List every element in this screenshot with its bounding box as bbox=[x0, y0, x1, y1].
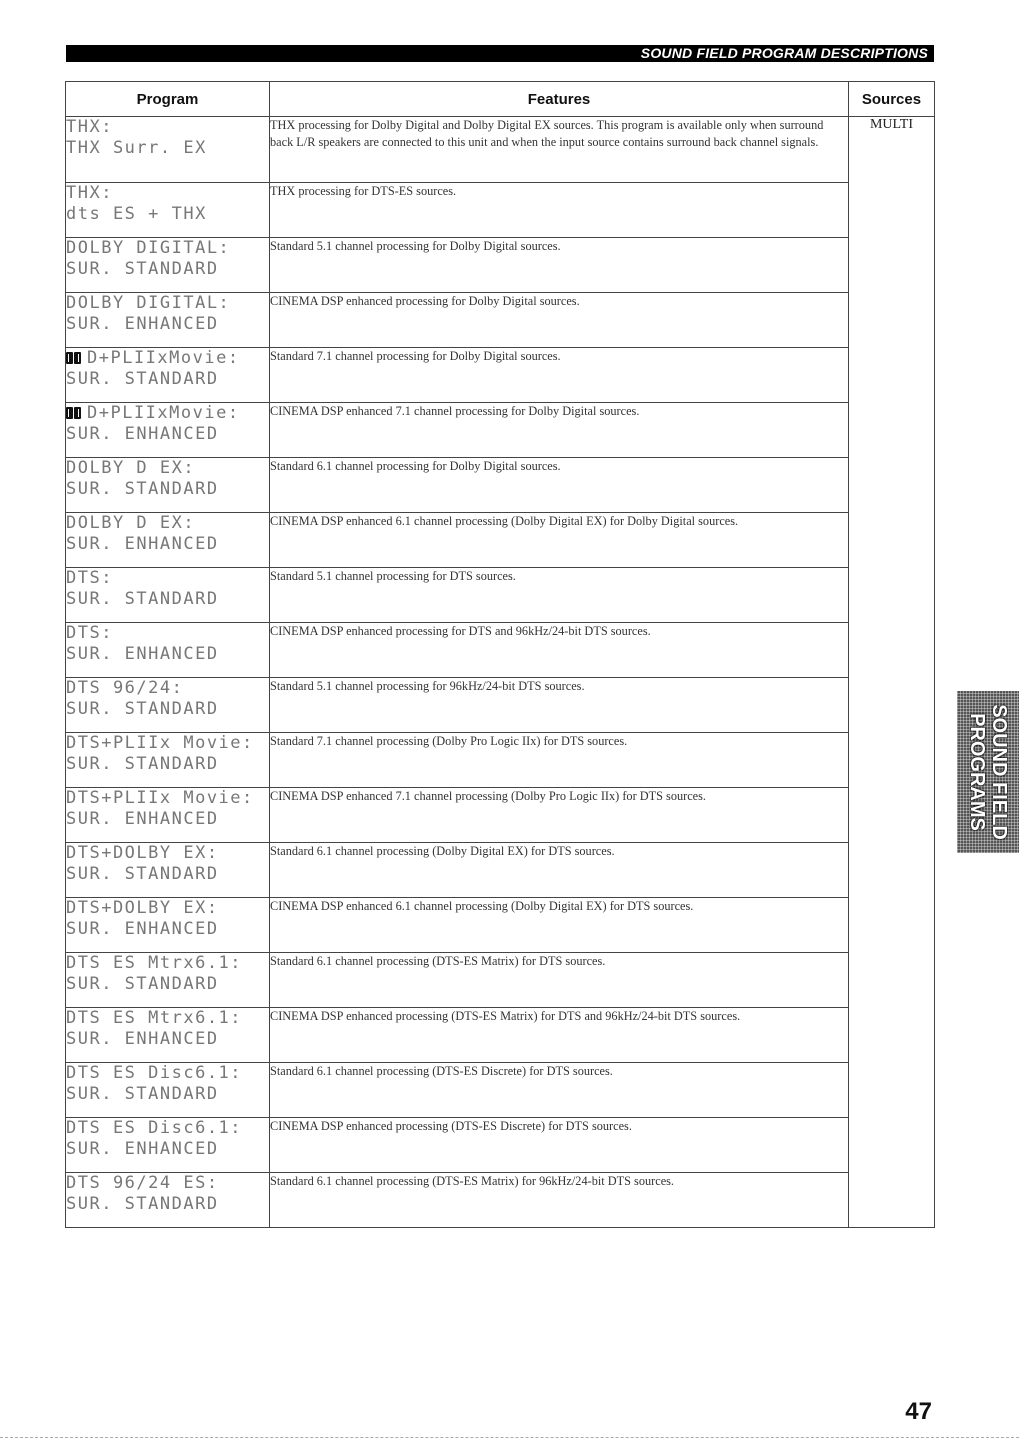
side-tab-sound-field-programs bbox=[957, 691, 1019, 853]
program-name bbox=[66, 678, 269, 699]
table-row bbox=[66, 1118, 935, 1173]
feature-description: Standard 7.1 channel processing (Dolby Pro Logic IIx) for DTS sources. bbox=[270, 733, 849, 788]
program-cell bbox=[66, 348, 270, 403]
program-name bbox=[66, 183, 269, 204]
program-mode: SUR. STANDARD bbox=[66, 369, 219, 389]
feature-description: THX processing for Dolby Digital and Dolby Digital EX sources. This program is available only when surround back L/R speakers are connected to this unit and when the input source contains surround back channel signals. bbox=[270, 117, 849, 183]
sources-value: MULTI bbox=[849, 117, 935, 1228]
program-name-text: DTS+PLIIx Movie: bbox=[66, 788, 254, 808]
page-number: 47 bbox=[905, 1398, 932, 1425]
feature-description: Standard 5.1 channel processing for Dolby Digital sources. bbox=[270, 238, 849, 293]
program-mode: SUR. STANDARD bbox=[66, 754, 219, 774]
feature-description: CINEMA DSP enhanced 6.1 channel processing (Dolby Digital EX) for DTS sources. bbox=[270, 898, 849, 953]
program-cell bbox=[66, 898, 270, 953]
column-header-sources: Sources bbox=[849, 82, 935, 117]
feature-description: Standard 7.1 channel processing for Dolby Digital sources. bbox=[270, 348, 849, 403]
table-row bbox=[66, 568, 935, 623]
section-header-bar bbox=[66, 45, 934, 62]
feature-description: Standard 6.1 channel processing for Dolby Digital sources. bbox=[270, 458, 849, 513]
dolby-pl-icon bbox=[66, 349, 83, 361]
program-name bbox=[66, 513, 269, 534]
program-name-text: DTS ES Mtrx6.1: bbox=[66, 953, 243, 973]
program-name bbox=[66, 1118, 269, 1139]
program-mode: SUR. ENHANCED bbox=[66, 314, 219, 334]
program-name bbox=[66, 623, 269, 644]
program-mode: SUR. STANDARD bbox=[66, 1194, 219, 1214]
feature-description: CINEMA DSP enhanced processing (DTS-ES Discrete) for DTS sources. bbox=[270, 1118, 849, 1173]
program-name bbox=[66, 1173, 269, 1194]
table-body bbox=[66, 117, 935, 1228]
program-mode: SUR. STANDARD bbox=[66, 479, 219, 499]
program-cell bbox=[66, 568, 270, 623]
program-name-text: D+PLIIxMovie: bbox=[87, 403, 240, 423]
program-mode: SUR. ENHANCED bbox=[66, 534, 219, 554]
program-name bbox=[66, 788, 269, 809]
program-name-text: THX: bbox=[66, 183, 113, 203]
program-cell bbox=[66, 843, 270, 898]
table-row bbox=[66, 117, 935, 183]
column-header-features: Features bbox=[270, 82, 849, 117]
feature-description: Standard 5.1 channel processing for DTS sources. bbox=[270, 568, 849, 623]
table-row bbox=[66, 623, 935, 678]
program-cell bbox=[66, 678, 270, 733]
program-name-text: DTS+PLIIx Movie: bbox=[66, 733, 254, 753]
program-mode: SUR. ENHANCED bbox=[66, 644, 219, 664]
table-row bbox=[66, 1063, 935, 1118]
program-name-text: DTS ES Disc6.1: bbox=[66, 1118, 243, 1138]
program-cell bbox=[66, 293, 270, 348]
program-name bbox=[66, 1063, 269, 1084]
program-cell bbox=[66, 788, 270, 843]
program-name-text: DTS+DOLBY EX: bbox=[66, 898, 219, 918]
feature-description: CINEMA DSP enhanced processing for DTS and 96kHz/24-bit DTS sources. bbox=[270, 623, 849, 678]
program-cell bbox=[66, 953, 270, 1008]
table-header-row bbox=[66, 82, 935, 117]
feature-description: THX processing for DTS-ES sources. bbox=[270, 183, 849, 238]
program-mode: SUR. ENHANCED bbox=[66, 809, 219, 829]
program-mode: SUR. ENHANCED bbox=[66, 1139, 219, 1159]
table-row bbox=[66, 678, 935, 733]
table-row bbox=[66, 293, 935, 348]
program-cell bbox=[66, 733, 270, 788]
program-cell bbox=[66, 1008, 270, 1063]
table-row bbox=[66, 953, 935, 1008]
program-name-text: DOLBY DIGITAL: bbox=[66, 238, 231, 258]
table-row bbox=[66, 898, 935, 953]
program-cell bbox=[66, 1173, 270, 1228]
program-mode: THX Surr. EX bbox=[66, 138, 207, 158]
section-title: SOUND FIELD PROGRAM DESCRIPTIONS bbox=[640, 45, 928, 61]
table-row bbox=[66, 733, 935, 788]
feature-description: Standard 6.1 channel processing (DTS-ES Matrix) for DTS sources. bbox=[270, 953, 849, 1008]
program-table bbox=[65, 81, 935, 1228]
feature-description: CINEMA DSP enhanced processing for Dolby Digital sources. bbox=[270, 293, 849, 348]
table-row bbox=[66, 1173, 935, 1228]
program-cell bbox=[66, 183, 270, 238]
program-name bbox=[66, 293, 269, 314]
program-name bbox=[66, 117, 269, 138]
program-mode: SUR. ENHANCED bbox=[66, 919, 219, 939]
program-mode: SUR. STANDARD bbox=[66, 974, 219, 994]
program-mode: SUR. STANDARD bbox=[66, 589, 219, 609]
program-name-text: DTS 96/24: bbox=[66, 678, 184, 698]
program-name bbox=[66, 843, 269, 864]
side-tab-label bbox=[966, 704, 1010, 840]
program-name bbox=[66, 348, 269, 369]
program-name bbox=[66, 1008, 269, 1029]
program-cell bbox=[66, 117, 270, 183]
program-name-text: THX: bbox=[66, 117, 113, 137]
bottom-divider bbox=[0, 1437, 1019, 1438]
side-tab-line1: SOUND FIELD bbox=[988, 704, 1010, 840]
program-name bbox=[66, 568, 269, 589]
program-name-text: DTS: bbox=[66, 623, 113, 643]
program-mode: SUR. ENHANCED bbox=[66, 424, 219, 444]
table-row bbox=[66, 403, 935, 458]
program-name-text: DTS 96/24 ES: bbox=[66, 1173, 219, 1193]
program-name-text: D+PLIIxMovie: bbox=[87, 348, 240, 368]
feature-description: Standard 6.1 channel processing (DTS-ES Discrete) for DTS sources. bbox=[270, 1063, 849, 1118]
table-row bbox=[66, 183, 935, 238]
feature-description: Standard 6.1 channel processing (Dolby Digital EX) for DTS sources. bbox=[270, 843, 849, 898]
program-mode: SUR. STANDARD bbox=[66, 864, 219, 884]
program-mode: SUR. STANDARD bbox=[66, 259, 219, 279]
program-mode: SUR. STANDARD bbox=[66, 699, 219, 719]
program-cell bbox=[66, 403, 270, 458]
program-name-text: DOLBY D EX: bbox=[66, 513, 196, 533]
program-cell bbox=[66, 1063, 270, 1118]
table-row bbox=[66, 458, 935, 513]
table-row bbox=[66, 843, 935, 898]
table-row bbox=[66, 348, 935, 403]
program-name-text: DTS: bbox=[66, 568, 113, 588]
program-mode: SUR. STANDARD bbox=[66, 1084, 219, 1104]
program-mode: dts ES + THX bbox=[66, 204, 207, 224]
program-name bbox=[66, 733, 269, 754]
program-name bbox=[66, 898, 269, 919]
program-name-text: DTS+DOLBY EX: bbox=[66, 843, 219, 863]
program-cell bbox=[66, 238, 270, 293]
program-name-text: DTS ES Mtrx6.1: bbox=[66, 1008, 243, 1028]
program-cell bbox=[66, 1118, 270, 1173]
program-cell bbox=[66, 513, 270, 568]
program-name bbox=[66, 238, 269, 259]
column-header-program: Program bbox=[66, 82, 270, 117]
program-name bbox=[66, 458, 269, 479]
program-name-text: DOLBY DIGITAL: bbox=[66, 293, 231, 313]
program-mode: SUR. ENHANCED bbox=[66, 1029, 219, 1049]
table-row bbox=[66, 1008, 935, 1063]
program-name-text: DOLBY D EX: bbox=[66, 458, 196, 478]
table-row bbox=[66, 238, 935, 293]
dolby-pl-icon bbox=[66, 404, 83, 416]
program-name bbox=[66, 403, 269, 424]
program-name-text: DTS ES Disc6.1: bbox=[66, 1063, 243, 1083]
feature-description: Standard 5.1 channel processing for 96kHz/24-bit DTS sources. bbox=[270, 678, 849, 733]
program-cell bbox=[66, 623, 270, 678]
program-name bbox=[66, 953, 269, 974]
side-tab-line2: PROGRAMS bbox=[966, 713, 988, 831]
feature-description: CINEMA DSP enhanced processing (DTS-ES Matrix) for DTS and 96kHz/24-bit DTS sources. bbox=[270, 1008, 849, 1063]
table-row bbox=[66, 788, 935, 843]
table-row bbox=[66, 513, 935, 568]
feature-description: CINEMA DSP enhanced 6.1 channel processing (Dolby Digital EX) for Dolby Digital sources. bbox=[270, 513, 849, 568]
program-cell bbox=[66, 458, 270, 513]
feature-description: Standard 6.1 channel processing (DTS-ES Matrix) for 96kHz/24-bit DTS sources. bbox=[270, 1173, 849, 1228]
feature-description: CINEMA DSP enhanced 7.1 channel processing for Dolby Digital sources. bbox=[270, 403, 849, 458]
feature-description: CINEMA DSP enhanced 7.1 channel processing (Dolby Pro Logic IIx) for DTS sources. bbox=[270, 788, 849, 843]
